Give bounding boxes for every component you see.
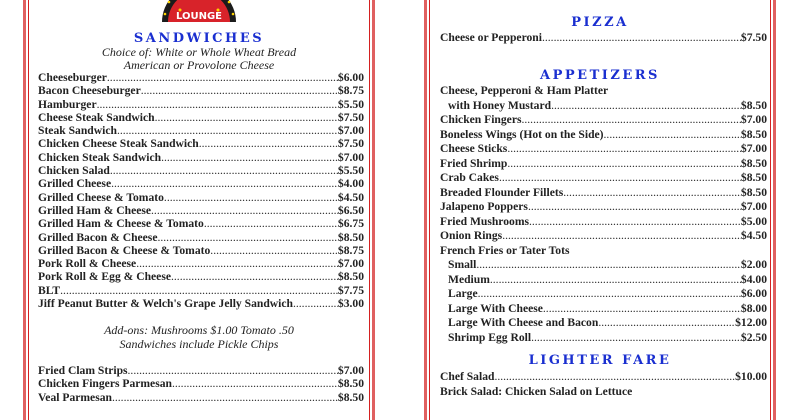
menu-item-name: Cheese or Pepperoni	[440, 31, 542, 44]
menu-item-price: $6.00	[337, 71, 364, 84]
menu-item	[440, 287, 767, 302]
menu-item	[38, 364, 364, 377]
menu-item-name: Chicken Fingers	[440, 113, 522, 126]
dot-leader	[490, 273, 741, 288]
menu-item	[440, 258, 767, 273]
pickle-chips-note: Sandwiches include Pickle Chips	[119, 337, 279, 351]
menu-item-price: $8.50	[740, 171, 767, 184]
menu-item-name: Cheese Sticks	[440, 142, 508, 155]
menu-item-price: $4.50	[337, 190, 364, 204]
dot-leader	[172, 377, 338, 390]
menu-item-name: BLT	[38, 283, 61, 297]
menu-item-price: $4.00	[337, 177, 364, 191]
menu-item-name: Fried Shrimp	[440, 156, 508, 170]
appetizers-heading: APPETIZERS	[540, 68, 660, 83]
menu-item	[38, 257, 364, 270]
menu-item-name: Steak Sandwich	[38, 124, 117, 138]
cheese-choice-note: American or Provolone Cheese	[123, 58, 275, 72]
menu-item-price: $4.00	[740, 272, 767, 286]
menu-item-name: Grilled Cheese	[38, 177, 112, 191]
dot-leader	[604, 128, 741, 143]
dot-leader	[529, 215, 741, 230]
dot-leader	[161, 151, 338, 164]
menu-item	[440, 171, 767, 186]
dot-leader	[136, 257, 338, 270]
menu-item-name: Hamburger	[38, 97, 97, 111]
menu-item-name: Pork Roll & Egg & Cheese	[38, 270, 171, 284]
menu-item-price: $7.50	[740, 31, 767, 44]
menu-item	[38, 191, 364, 204]
menu-item-name: Crab Cakes	[440, 171, 499, 184]
menu-item-name: Chicken Salad	[38, 164, 110, 178]
menu-item-price: $2.00	[740, 258, 767, 271]
menu-item-price: $7.00	[740, 142, 767, 155]
menu-item	[38, 284, 364, 297]
menu-item-name: Jalapeno Poppers	[440, 200, 528, 213]
menu-item	[38, 204, 364, 217]
menu-item	[440, 370, 767, 385]
menu-item-name: Veal Parmesan	[38, 390, 112, 404]
dot-leader	[507, 157, 741, 172]
menu-item-name: Medium	[448, 272, 490, 286]
menu-item	[440, 244, 767, 259]
dot-leader	[157, 231, 337, 244]
dot-leader	[531, 331, 741, 346]
menu-item	[440, 99, 767, 114]
menu-item-price: $7.00	[337, 150, 364, 164]
dot-leader	[112, 391, 338, 404]
menu-item-price: $10.00	[735, 370, 767, 383]
menu-item-price: $6.50	[337, 203, 364, 217]
menu-item	[38, 270, 364, 283]
lighter-fare-list	[440, 370, 767, 399]
menu-item-name: Large With Cheese and Bacon	[448, 316, 599, 329]
menu-item-name: Fried Clam Strips	[38, 364, 128, 377]
menu-item-price: $3.00	[337, 297, 364, 311]
menu-item	[440, 215, 767, 230]
svg-text:LOUNGE: LOUNGE	[175, 11, 223, 22]
menu-item	[440, 385, 767, 400]
dot-leader	[111, 177, 338, 190]
menu-item	[38, 177, 364, 190]
dot-leader	[204, 217, 338, 230]
menu-item-name: French Fries or Tater Tots	[440, 243, 570, 257]
menu-item-price: $5.50	[337, 164, 364, 178]
menu-item	[440, 142, 767, 157]
menu-item-price: $8.50	[740, 98, 767, 112]
menu-item	[440, 331, 767, 346]
dot-leader	[155, 111, 338, 124]
dot-leader	[60, 284, 338, 297]
menu-item-name: Chef Salad	[440, 370, 495, 383]
dot-leader	[598, 316, 735, 331]
menu-item-name: with Honey Mustard	[448, 98, 552, 112]
dot-leader	[199, 137, 338, 150]
dot-leader	[494, 370, 735, 385]
menu-item	[38, 164, 364, 177]
menu-item	[440, 157, 767, 172]
menu-item-name: Onion Rings	[440, 229, 503, 242]
dot-leader	[128, 364, 338, 377]
menu-item	[38, 231, 364, 244]
menu-item	[440, 229, 767, 244]
menu-item-price: $7.00	[740, 113, 767, 126]
menu-item-price: $8.00	[740, 301, 767, 315]
menu-item-price: $8.75	[337, 84, 364, 98]
menu-item-price: $8.50	[337, 377, 364, 391]
menu-item-name: Large With Cheese	[448, 301, 543, 315]
dot-leader	[543, 302, 741, 317]
dot-leader	[502, 229, 741, 244]
menu-item-price: $7.00	[337, 257, 364, 271]
dot-leader	[563, 186, 741, 201]
bread-choice-note: Choice of: White or Whole Wheat Bread	[101, 45, 297, 59]
dot-leader	[107, 71, 338, 84]
dot-leader	[117, 124, 338, 137]
menu-item-name: Chicken Cheese Steak Sandwich	[38, 137, 199, 151]
menu-item-price: $7.00	[337, 124, 364, 138]
menu-item-name: Jiff Peanut Butter & Welch's Grape Jelly Sandwich	[38, 297, 293, 311]
menu-item-name: Chicken Fingers Parmesan	[38, 377, 172, 391]
dot-leader	[476, 258, 741, 273]
dot-leader	[521, 113, 740, 128]
menu-item	[38, 111, 364, 124]
menu-item-name: Pork Roll & Cheese	[38, 257, 137, 271]
dot-leader	[293, 297, 338, 310]
dot-leader	[210, 244, 338, 257]
menu-item-price: $7.75	[337, 283, 364, 297]
pizza-heading: PIZZA	[571, 15, 629, 30]
menu-item-price: $6.75	[337, 217, 364, 231]
menu-item-name: Small	[448, 258, 477, 271]
lounge-logo	[160, 0, 238, 22]
menu-item	[38, 151, 364, 164]
dot-leader	[151, 204, 338, 217]
menu-item-price: $8.50	[740, 156, 767, 170]
menu-item-name: Chicken Steak Sandwich	[38, 150, 162, 164]
menu-item	[440, 113, 767, 128]
menu-item-name: Cheese Steak Sandwich	[38, 110, 155, 124]
sandwiches-heading: SANDWICHES	[133, 31, 265, 46]
lighter-fare-heading: LIGHTER FARE	[528, 353, 672, 368]
menu-item	[440, 316, 767, 331]
menu-item-name: Cheeseburger	[38, 71, 107, 84]
menu-item-name: Boneless Wings (Hot on the Side)	[440, 127, 604, 141]
dot-leader	[507, 142, 741, 157]
menu-item-price: $2.50	[740, 330, 767, 344]
menu-item	[38, 84, 364, 97]
menu-item	[440, 273, 767, 288]
appetizers-list	[440, 84, 767, 345]
menu-item	[38, 297, 364, 310]
menu-item	[38, 391, 364, 404]
menu-item-price: $5.50	[337, 97, 364, 111]
dot-leader	[478, 287, 741, 302]
dot-leader	[499, 171, 741, 186]
menu-item-name: Shrimp Egg Roll	[448, 330, 532, 344]
dot-leader	[528, 200, 741, 215]
dot-leader	[542, 31, 741, 46]
menu-item-price: $7.00	[337, 364, 364, 377]
entrees-list	[38, 364, 364, 404]
menu-item-name: Fried Mushrooms	[440, 214, 529, 228]
menu-item-price: $8.75	[337, 243, 364, 257]
menu-item-price: $8.50	[740, 185, 767, 199]
menu-page-right	[424, 0, 776, 420]
menu-item-name: Large	[448, 287, 478, 300]
menu-item-name: Grilled Bacon & Cheese	[38, 230, 158, 244]
menu-item-price: $8.50	[337, 230, 364, 244]
menu-item-name: Grilled Ham & Cheese & Tomato	[38, 217, 204, 231]
menu-item-name: Grilled Cheese & Tomato	[38, 190, 164, 204]
menu-item-price: $7.50	[337, 137, 364, 151]
menu-item	[440, 200, 767, 215]
menu-item	[38, 244, 364, 257]
menu-item-price: $8.50	[337, 390, 364, 404]
menu-item-price: $5.00	[740, 214, 767, 228]
menu-item-name: Bacon Cheeseburger	[38, 84, 141, 98]
sandwiches-list	[38, 71, 364, 310]
menu-item	[440, 31, 767, 46]
menu-item-name: Grilled Bacon & Cheese & Tomato	[38, 243, 211, 257]
menu-item	[38, 377, 364, 390]
dot-leader	[141, 84, 338, 97]
menu-item-price: $8.50	[740, 127, 767, 141]
menu-item	[38, 137, 364, 150]
menu-item-price: $12.00	[735, 316, 767, 329]
menu-item-name: Grilled Ham & Cheese	[38, 203, 152, 217]
dot-leader	[97, 98, 338, 111]
dot-leader	[171, 270, 338, 283]
menu-item	[440, 186, 767, 201]
addons-note: Add-ons: Mushrooms $1.00 Tomato .50	[104, 323, 294, 337]
menu-item	[440, 302, 767, 317]
menu-item	[38, 98, 364, 111]
menu-item-price: $8.50	[337, 270, 364, 284]
menu-item	[38, 124, 364, 137]
menu-item-name: Brick Salad: Chicken Salad on Lettuce	[440, 384, 633, 398]
menu-item-price: $6.00	[740, 287, 767, 300]
menu-item	[440, 84, 767, 99]
menu-page-left	[23, 0, 375, 420]
menu-item-name: Breaded Flounder Fillets	[440, 185, 564, 199]
menu-item	[38, 71, 364, 84]
menu-item	[38, 217, 364, 230]
dot-leader	[551, 99, 741, 114]
menu-item-price: $7.00	[740, 200, 767, 213]
dot-leader	[164, 191, 338, 204]
dot-leader	[110, 164, 338, 177]
menu-item-price: $7.50	[337, 110, 364, 124]
menu-item	[440, 128, 767, 143]
menu-item-price: $4.50	[740, 229, 767, 242]
menu-item-name: Cheese, Pepperoni & Ham Platter	[440, 84, 609, 97]
pizza-list	[440, 31, 767, 46]
